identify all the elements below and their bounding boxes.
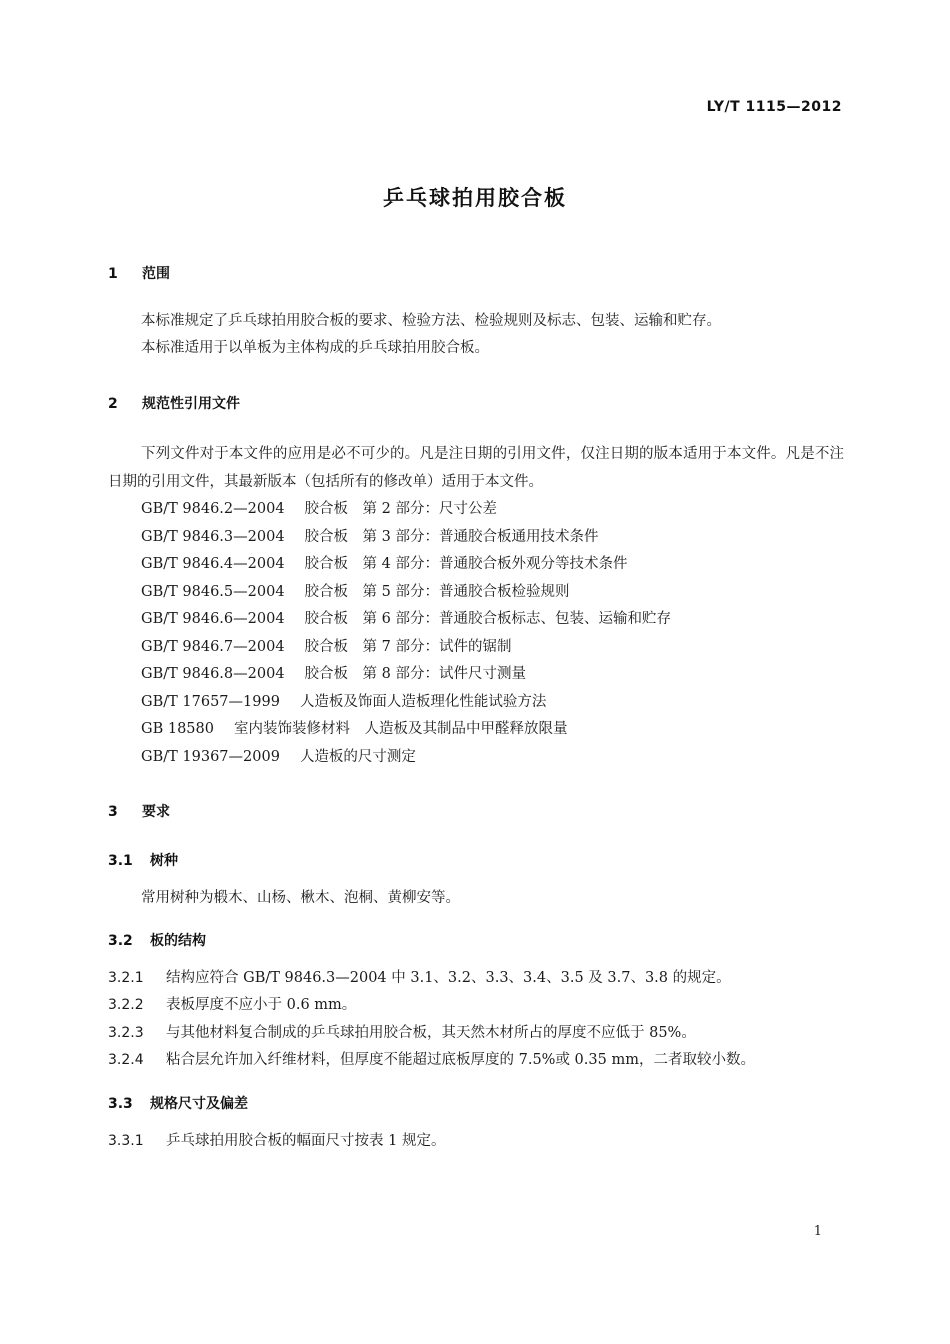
reference-code: GB/T 9846.3—2004 bbox=[141, 528, 285, 545]
reference-item bbox=[141, 606, 671, 634]
clause-text: 粘合层允许加入纤维材料，但厚度不能超过底板厚度的 7.5%或 0.35 mm，二者取较小数。 bbox=[166, 1052, 755, 1068]
normative-intro: 下列文件对于本文件的应用是必不可少的。凡是注日期的引用文件，仅注日期的版本适用于本文件。凡是不注日期的引用文件，其最新版本（包括所有的修改单）适用于本文件。 bbox=[108, 446, 844, 490]
section-3-2-heading bbox=[108, 930, 206, 950]
reference-code: GB/T 9846.2—2004 bbox=[141, 501, 285, 517]
reference-title: 胶合板 第 2 部分：尺寸公差 bbox=[304, 501, 497, 517]
clause-text: 结构应符合 GB/T 9846.3—2004 中 3.1、3.2、3.3、3.4、3.5 及 3.7、3.8 的规定。 bbox=[166, 970, 731, 986]
reference-list bbox=[141, 496, 671, 771]
document-title: 乒乓球拍用胶合板 bbox=[383, 186, 567, 210]
reference-code: GB/T 9846.4—2004 bbox=[141, 556, 285, 572]
section-number: 2 bbox=[108, 396, 118, 412]
reference-title: 人造板的尺寸测定 bbox=[299, 748, 416, 765]
reference-title: 胶合板 第 6 部分：普通胶合板标志、包装、运输和贮存 bbox=[304, 611, 671, 627]
reference-item bbox=[141, 496, 671, 524]
section-3-heading bbox=[108, 801, 170, 821]
section-3-3-heading bbox=[108, 1093, 248, 1113]
section-title: 要求 bbox=[142, 804, 170, 820]
reference-item bbox=[141, 579, 671, 607]
section-number: 3.1 bbox=[108, 853, 133, 869]
reference-code: GB/T 19367—2009 bbox=[141, 748, 280, 765]
clause-text: 表板厚度不应小于 0.6 mm。 bbox=[166, 997, 357, 1013]
clause-3-2-4 bbox=[108, 1047, 755, 1074]
scope-paragraph-1: 本标准规定了乒乓球拍用胶合板的要求、检验方法、检验规则及标志、包装、运输和贮存。 bbox=[141, 313, 721, 329]
page-number: 1 bbox=[813, 1224, 822, 1239]
section-title: 板的结构 bbox=[150, 933, 206, 949]
reference-title: 室内装饰装修材料 人造板及其制品中甲醛释放限量 bbox=[233, 721, 568, 737]
section-title: 树种 bbox=[150, 853, 178, 869]
clause-text: 与其他材料复合制成的乒乓球拍用胶合板，其天然木材所占的厚度不应低于 85%。 bbox=[166, 1025, 696, 1041]
species-paragraph: 常用树种为椴木、山杨、楸木、泡桐、黄柳安等。 bbox=[141, 890, 460, 906]
reference-item bbox=[141, 716, 671, 744]
clause-3-2-2 bbox=[108, 992, 356, 1019]
clause-number: 3.2.1 bbox=[108, 970, 144, 986]
section-number: 3 bbox=[108, 804, 118, 820]
reference-item bbox=[141, 744, 671, 772]
section-title: 规格尺寸及偏差 bbox=[150, 1096, 248, 1112]
reference-item bbox=[141, 634, 671, 662]
reference-title: 胶合板 第 5 部分：普通胶合板检验规则 bbox=[304, 583, 570, 600]
clause-3-3-1 bbox=[108, 1128, 445, 1155]
reference-item bbox=[141, 524, 671, 552]
clause-text: 乒乓球拍用胶合板的幅面尺寸按表 1 规定。 bbox=[166, 1133, 446, 1149]
reference-title: 人造板及饰面人造板理化性能试验方法 bbox=[299, 693, 547, 710]
reference-title: 胶合板 第 3 部分：普通胶合板通用技术条件 bbox=[304, 528, 599, 545]
section-title: 范围 bbox=[142, 266, 170, 282]
reference-code: GB/T 9846.8—2004 bbox=[141, 666, 285, 682]
reference-code: GB/T 9846.5—2004 bbox=[141, 583, 285, 600]
section-number: 3.2 bbox=[108, 933, 133, 949]
clause-3-2-3 bbox=[108, 1020, 696, 1047]
reference-item bbox=[141, 689, 671, 717]
reference-code: GB/T 9846.7—2004 bbox=[141, 638, 285, 655]
scope-paragraph-2: 本标准适用于以单板为主体构成的乒乓球拍用胶合板。 bbox=[141, 340, 489, 356]
section-1-heading bbox=[108, 263, 170, 283]
standard-code: LY/T 1115—2012 bbox=[706, 99, 842, 115]
section-title: 规范性引用文件 bbox=[142, 396, 240, 412]
section-number: 3.3 bbox=[108, 1096, 133, 1112]
reference-item bbox=[141, 551, 671, 579]
reference-title: 胶合板 第 8 部分：试件尺寸测量 bbox=[304, 666, 526, 682]
clause-number: 3.3.1 bbox=[108, 1133, 144, 1149]
clause-number: 3.2.2 bbox=[108, 997, 144, 1013]
reference-code: GB/T 9846.6—2004 bbox=[141, 611, 285, 627]
clause-3-2-1 bbox=[108, 965, 731, 992]
clause-number: 3.2.3 bbox=[108, 1025, 144, 1041]
section-3-1-heading bbox=[108, 850, 178, 870]
clause-number: 3.2.4 bbox=[108, 1052, 144, 1068]
reference-code: GB/T 17657—1999 bbox=[141, 693, 280, 710]
section-number: 1 bbox=[108, 266, 118, 282]
reference-title: 胶合板 第 7 部分：试件的锯制 bbox=[304, 638, 512, 655]
reference-code: GB 18580 bbox=[141, 721, 214, 737]
section-2-heading bbox=[108, 393, 240, 413]
reference-item bbox=[141, 661, 671, 689]
reference-title: 胶合板 第 4 部分：普通胶合板外观分等技术条件 bbox=[304, 556, 628, 572]
